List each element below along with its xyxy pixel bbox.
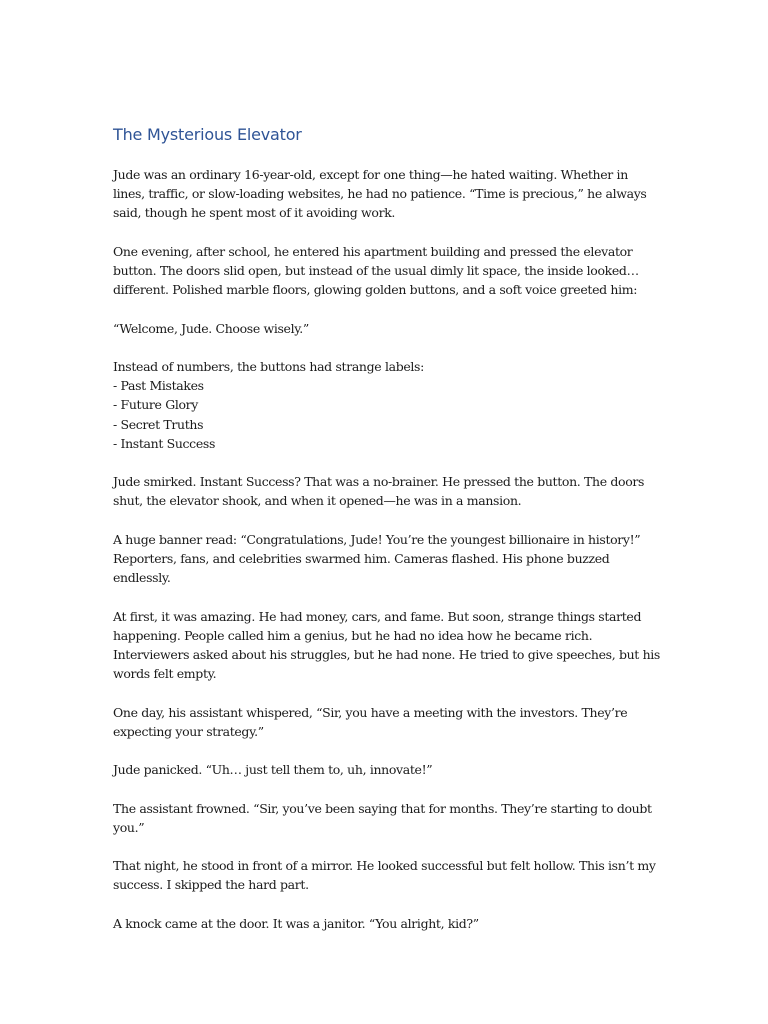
list-item: - Instant Success — [113, 435, 216, 451]
paragraph-11: A knock came at the door. It was a janitor. “You alright, kid?” — [113, 915, 479, 931]
document-body — [113, 124, 661, 952]
paragraph-1: Jude was an ordinary 16-year-old, except for one thing—he hated waiting. Whether in lines, traffic, or slow-loading websites, he had no patience. “Time is precious,” he always said, though he spent most of it avoiding work. — [113, 167, 647, 221]
paragraph-9: The assistant frowned. “Sir, you’ve been saying that for months. They’re starting to doubt you.” — [113, 800, 652, 835]
paragraph-5: A huge banner read: “Congratulations, Jude! You’re the youngest billionaire in history!” Reporters, fans, and celebrities swarmed him. Cameras flashed. His phone buzzed endlessly. — [113, 531, 641, 586]
paragraph-3: “Welcome, Jude. Choose wisely.” — [113, 320, 309, 336]
paragraph-2: One evening, after school, he entered his apartment building and pressed the elevator button. The doors slid open, but instead of the usual dimly lit space, the inside looked… different. Polished marble floors, glowing golden buttons, and a soft voice greeted him: — [113, 243, 639, 298]
list-item: - Secret Truths — [113, 416, 204, 432]
paragraph-10: That night, he stood in front of a mirror. He looked successful but felt hollow. This isn’t my success. I skipped the hard part. — [113, 858, 656, 893]
list-intro: Instead of numbers, the buttons had strange labels: — [113, 358, 424, 374]
paragraph-6: At first, it was amazing. He had money, cars, and fame. But soon, strange things started happening. People called him a genius, but he had no idea how he became rich. Interviewers asked about his struggles, but he had none. He tried to give speeches, but his words felt empty. — [113, 608, 661, 682]
document-title: The Mysterious Elevator — [113, 125, 302, 144]
paragraph-4: Jude smirked. Instant Success? That was a no-brainer. He pressed the button. The doors shut, the elevator shook, and when it opened—he was in a mansion. — [113, 474, 645, 509]
paragraph-7: One day, his assistant whispered, “Sir, you have a meeting with the investors. They’re expecting your strategy.” — [113, 704, 628, 739]
list-item: - Future Glory — [113, 397, 198, 413]
button-labels-list — [113, 357, 661, 453]
paragraph-8: Jude panicked. “Uh… just tell them to, uh, innovate!” — [113, 762, 433, 778]
list-item: - Past Mistakes — [113, 378, 204, 394]
